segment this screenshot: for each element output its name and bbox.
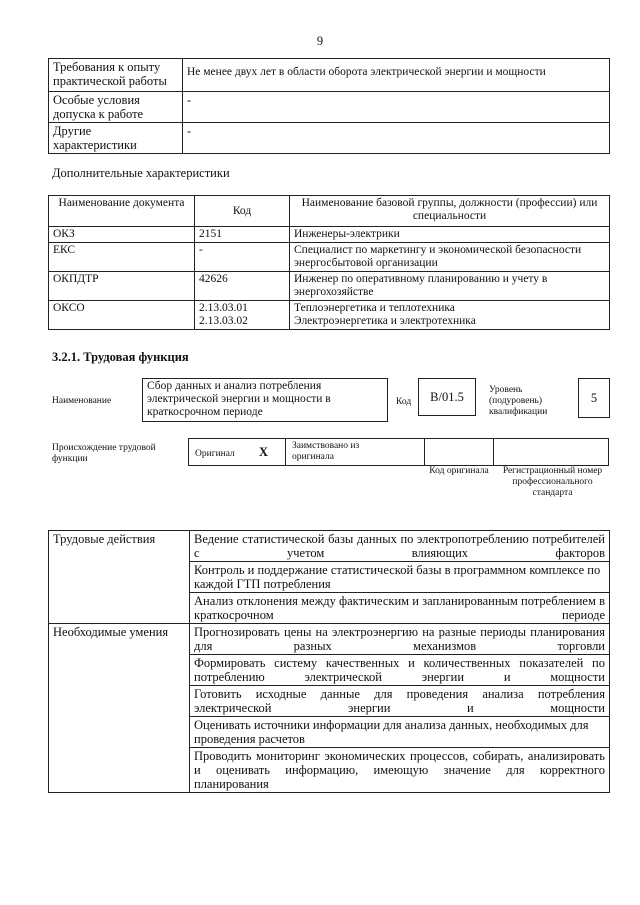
skills-label: Необходимые умения <box>49 624 190 793</box>
cell-name: Специалист по маркетингу и экономической безопасности энергосбытовой организации <box>290 243 610 272</box>
cell-code: - <box>195 243 290 272</box>
table-row <box>49 227 610 243</box>
cell-doc: ЕКС <box>49 243 195 272</box>
additional-table <box>48 195 610 330</box>
cell-code: 42626 <box>195 272 290 301</box>
action-item: Контроль и поддержание статистической базы в программном комплексе по каждой ГТП потребления <box>190 562 610 593</box>
table-row <box>49 92 610 123</box>
table-row <box>49 531 610 562</box>
requirements-table <box>48 58 610 154</box>
function-level-label: Уровень (подуровень) квалификации <box>489 385 548 417</box>
page-number: 9 <box>316 34 324 48</box>
skill-item: Прогнозировать цены на электроэнергию на разные периоды планирования для разных механизмов торговли <box>190 624 610 655</box>
req-label: Другие характеристики <box>49 123 183 154</box>
skill-item: Формировать систему качественных и количественных показателей по потреблению электрической энергии и мощности <box>190 655 610 686</box>
function-name-label: Наименование <box>52 396 112 406</box>
divider <box>493 438 494 465</box>
table-row <box>49 624 610 655</box>
cell-code: 2.13.03.01 2.13.03.02 <box>195 301 290 330</box>
origin-label: Происхождение трудовой функции <box>52 443 156 464</box>
cell-doc: ОКПДТР <box>49 272 195 301</box>
skill-item: Готовить исходные данные для проведения анализа потребления электрической энергии и мощности <box>190 686 610 717</box>
cell-doc: ОКЗ <box>49 227 195 243</box>
function-name-value: Сбор данных и анализ потребления электрической энергии и мощности в краткосрочном периоде <box>142 378 388 422</box>
work-actions-table <box>48 530 610 793</box>
cell-name: Инженер по оперативному планированию и учету в энергохозяйстве <box>290 272 610 301</box>
reg-number-label: Регистрационный номер профессионального стандарта <box>502 466 603 498</box>
table-row <box>49 59 610 92</box>
skill-item: Проводить мониторинг экономических процессов, собирать, анализировать и оценивать информацию, имеющую значение для корректного планирования <box>190 748 610 793</box>
table-row <box>49 272 610 301</box>
function-code-value: B/01.5 <box>418 378 476 416</box>
cell-doc: ОКСО <box>49 301 195 330</box>
req-value: - <box>183 123 610 154</box>
cell-name: Теплоэнергетика и теплотехника Электроэнергетика и электротехника <box>290 301 610 330</box>
skill-item: Оценивать источники информации для анализа данных, необходимых для проведения расчетов <box>190 717 610 748</box>
section-title: 3.2.1. Трудовая функция <box>52 350 189 364</box>
req-value: Не менее двух лет в области оборота электрической энергии и мощности <box>183 59 610 92</box>
table-row <box>49 123 610 154</box>
original-mark: X <box>259 445 269 459</box>
original-label: Оригинал <box>195 449 235 459</box>
action-item: Ведение статистической базы данных по электропотреблению потребителей с учетом влияющих факторов <box>190 531 610 562</box>
borrowed-label: Заимствовано из оригинала <box>292 441 360 462</box>
table-header-row <box>49 196 610 227</box>
cell-code: 2151 <box>195 227 290 243</box>
action-item: Анализ отклонения между фактическим и запланированным потреблением в краткосрочном периоде <box>190 593 610 624</box>
req-label: Требования к опыту практической работы <box>49 59 183 92</box>
actions-label: Трудовые действия <box>49 531 190 624</box>
header-code: Код <box>195 196 290 227</box>
additional-title: Дополнительные характеристики <box>52 166 230 180</box>
code-original-label: Код оригинала <box>429 466 489 476</box>
header-doc: Наименование документа <box>49 196 195 227</box>
function-level-value: 5 <box>578 378 610 418</box>
divider <box>424 438 425 465</box>
header-name: Наименование базовой группы, должности (профессии) или специальности <box>290 196 610 227</box>
cell-name: Инженеры-электрики <box>290 227 610 243</box>
function-code-label: Код <box>396 397 412 407</box>
req-label: Особые условия допуска к работе <box>49 92 183 123</box>
divider <box>285 438 286 465</box>
req-value: - <box>183 92 610 123</box>
table-row <box>49 243 610 272</box>
table-row <box>49 301 610 330</box>
